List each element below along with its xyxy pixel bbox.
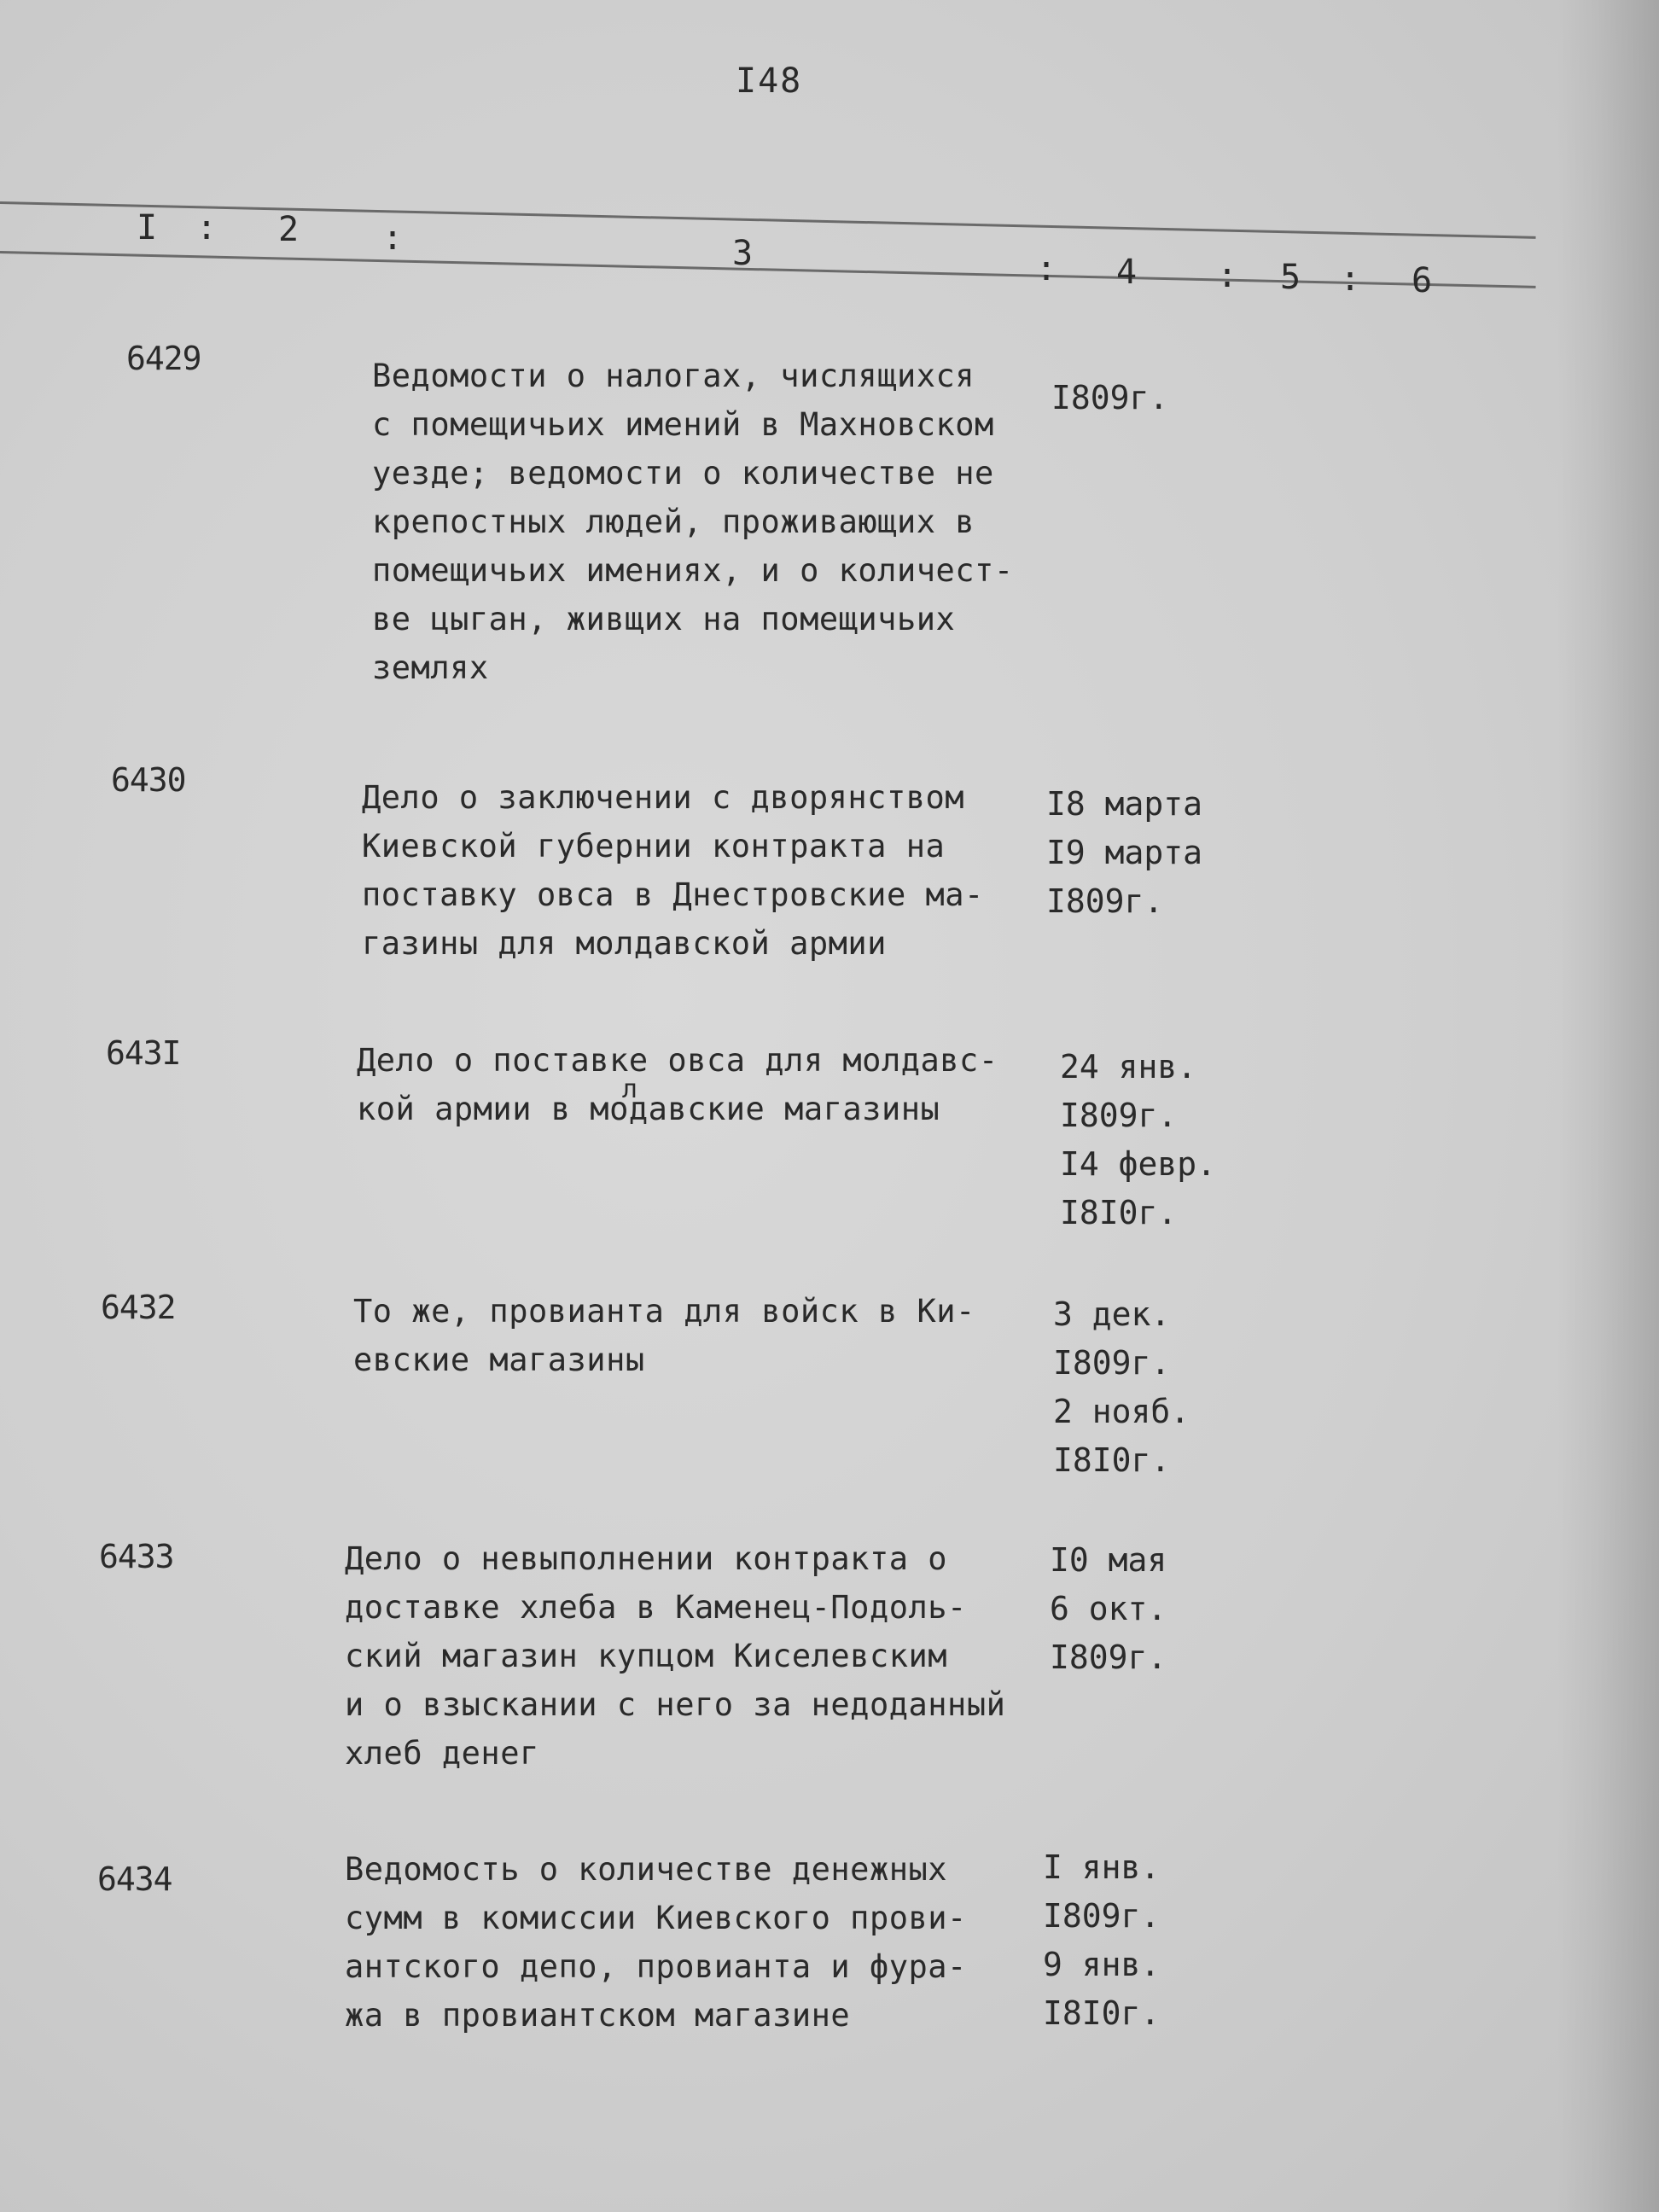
date-line: I8 марта — [1046, 785, 1203, 823]
description-line: ский магазин купцом Киселевским — [345, 1638, 948, 1674]
description-line: Дело о поставке овса для молдавс- — [357, 1042, 998, 1079]
entry-description — [353, 1287, 975, 1384]
entry-description — [357, 1036, 998, 1133]
entry-description — [345, 1845, 967, 2040]
description-line: То же, провианта для войск в Ки- — [353, 1293, 975, 1330]
page-edge-shadow — [1557, 0, 1659, 2212]
column-separator: : — [196, 208, 218, 247]
description-line: газины для молдавской армии — [362, 925, 887, 962]
date-line: I8I0г. — [1060, 1194, 1178, 1231]
description-line: уезде; ведомости о количестве не — [372, 455, 994, 492]
column-number-4: 4 — [1116, 253, 1138, 292]
date-line: I9 марта — [1046, 834, 1203, 871]
entry-description — [362, 773, 984, 968]
header-rule-bottom — [0, 251, 1536, 288]
description-line: хлеб денег — [345, 1735, 539, 1772]
date-line: 24 янв. — [1060, 1048, 1197, 1086]
date-line: 6 окт. — [1050, 1590, 1167, 1627]
description-fragment: давские магазины — [628, 1091, 940, 1127]
column-separator: : — [1036, 249, 1057, 288]
entry-dates — [1050, 1536, 1167, 1682]
description-line: Ведомости о налогах, числящихся — [372, 358, 975, 394]
entry-number: 6433 — [99, 1538, 174, 1575]
entry-number: 6432 — [101, 1289, 176, 1326]
description-line: Киевской губернии контракта на — [362, 828, 946, 864]
date-line: I809г. — [1053, 1344, 1171, 1382]
date-line: I0 мая — [1050, 1541, 1167, 1579]
date-line: 9 янв. — [1043, 1946, 1161, 1983]
entry-number: 643I — [106, 1034, 181, 1072]
column-number-3: 3 — [732, 234, 754, 273]
description-line: землях — [372, 649, 489, 686]
description-line: ве цыган, живщих на помещичьих — [372, 601, 956, 637]
column-separator: : — [1340, 259, 1361, 299]
description-line: евские магазины — [353, 1342, 645, 1378]
entry-dates — [1051, 374, 1168, 422]
entry-dates — [1060, 1043, 1216, 1237]
date-line: I8I0г. — [1043, 1994, 1161, 2032]
date-line: I809г. — [1060, 1097, 1178, 1134]
description-line: крепостных людей, проживающих в — [372, 504, 975, 540]
date-line: I4 февр. — [1060, 1145, 1217, 1183]
description-line: поставку овса в Днестровские ма- — [362, 876, 984, 913]
date-line: I809г. — [1046, 882, 1164, 920]
entry-number: 6429 — [126, 340, 201, 377]
handwritten-insertion: л — [621, 1074, 638, 1104]
date-line: I809г. — [1051, 379, 1169, 416]
date-line: I8I0г. — [1053, 1441, 1171, 1479]
entry-description — [345, 1534, 1005, 1778]
description-line: жа в провиантском магазине — [345, 1997, 851, 2034]
description-line: Ведомость о количестве денежных — [345, 1851, 948, 1888]
page-number: I48 — [736, 61, 803, 101]
entry-description — [372, 352, 1014, 692]
column-number-6: 6 — [1412, 261, 1433, 300]
column-number-5: 5 — [1280, 258, 1301, 297]
description-line: сумм в комиссии Киевского прови- — [345, 1900, 967, 1936]
entry-number: 6434 — [97, 1860, 172, 1898]
description-line: Дело о заключении с дворянством — [362, 779, 965, 816]
description-line — [357, 1074, 998, 1133]
entry-dates — [1053, 1290, 1190, 1485]
description-line: антского депо, провианта и фура- — [345, 1948, 967, 1985]
column-number-1: I — [137, 208, 158, 247]
entry-dates — [1043, 1843, 1160, 2038]
column-separator: : — [1217, 256, 1238, 295]
date-line: I янв. — [1043, 1848, 1161, 1886]
description-line: помещичьих имениях, и о количест- — [372, 552, 1014, 589]
header-rule-top — [0, 201, 1536, 239]
date-line: 3 дек. — [1053, 1295, 1171, 1333]
description-line: Дело о невыполнении контракта о — [345, 1540, 948, 1577]
date-line: I809г. — [1043, 1897, 1161, 1935]
entry-dates — [1046, 780, 1202, 926]
column-separator: : — [382, 218, 404, 258]
description-line: доставке хлеба в Каменец-Подоль- — [345, 1589, 967, 1626]
description-line: и о взыскании с него за недоданный — [345, 1686, 1006, 1723]
column-number-2: 2 — [278, 210, 300, 249]
entry-number: 6430 — [111, 761, 186, 799]
description-fragment: кой армии в мо — [357, 1091, 629, 1127]
description-line: с помещичьих имений в Махновском — [372, 406, 994, 443]
date-line: I809г. — [1050, 1639, 1167, 1676]
date-line: 2 нояб. — [1053, 1393, 1190, 1430]
